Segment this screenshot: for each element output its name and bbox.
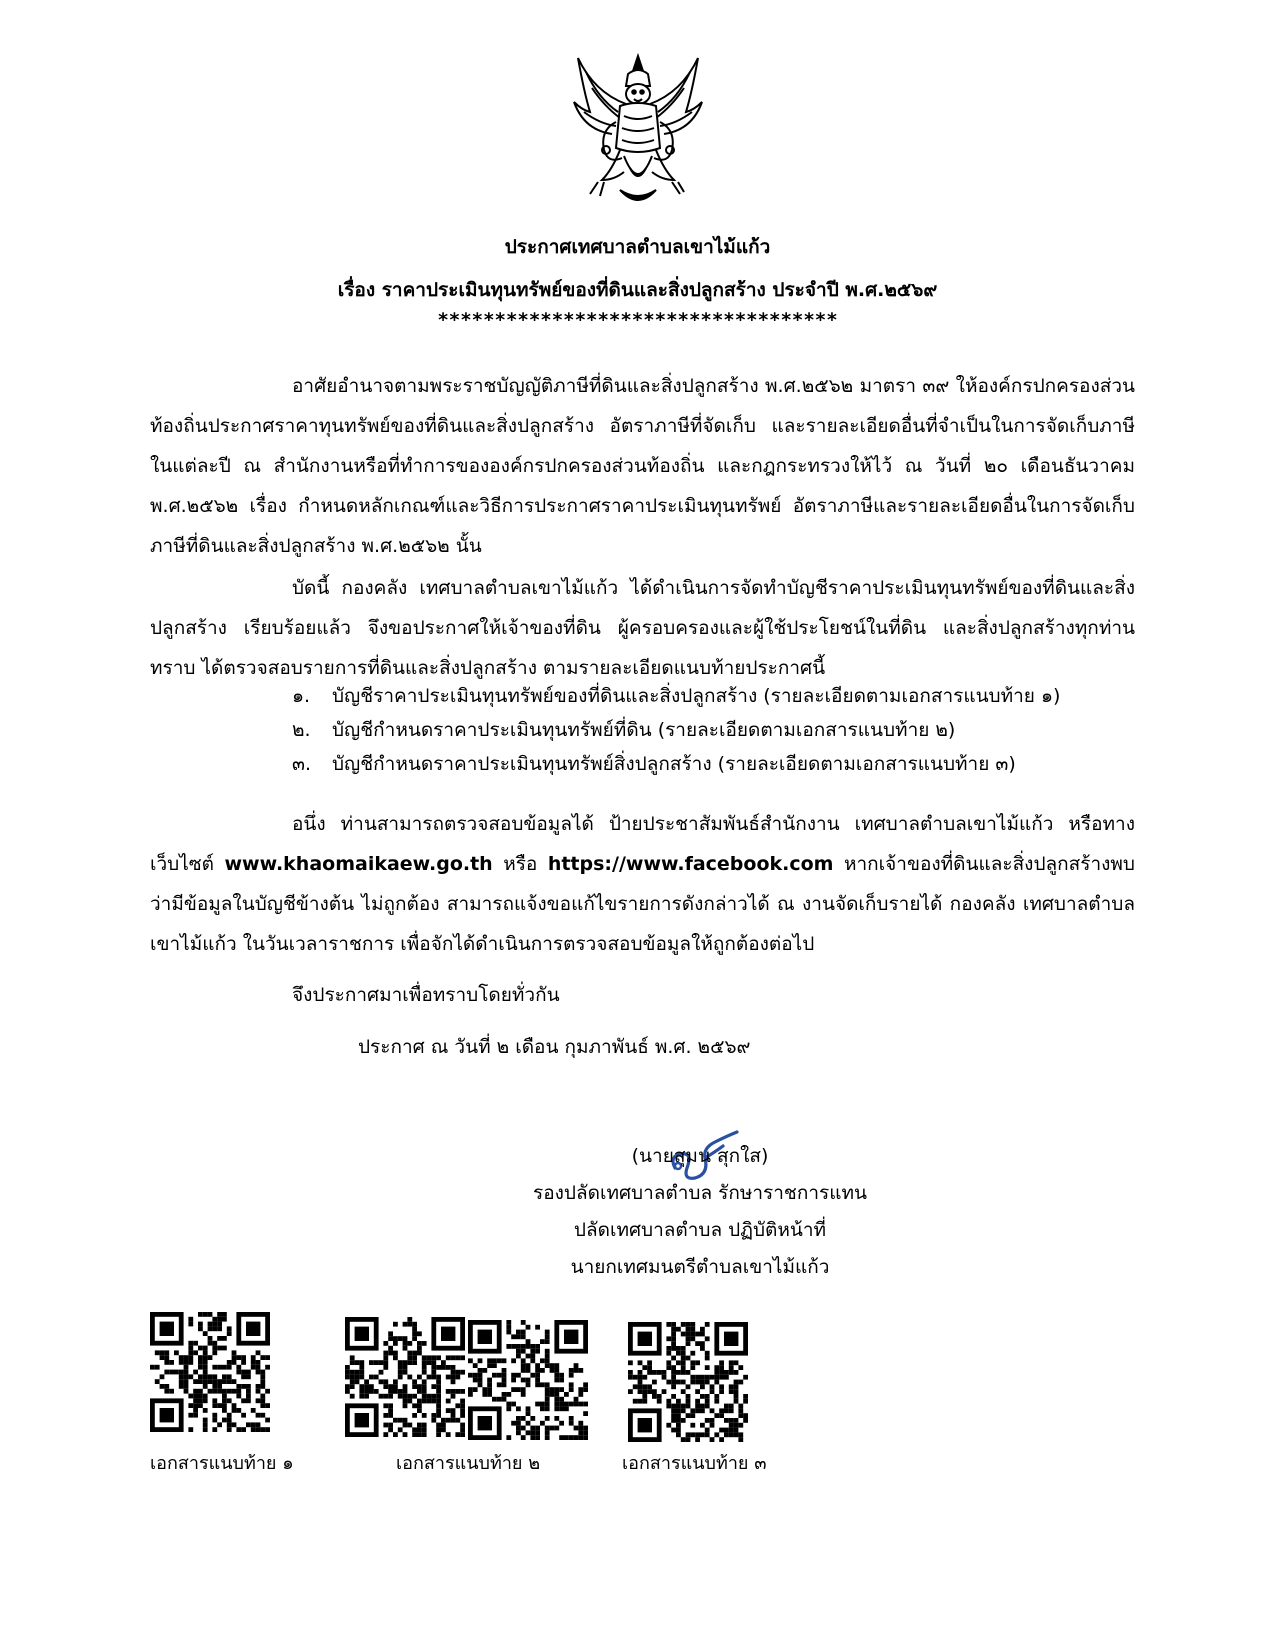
paragraph-announcement bbox=[150, 568, 1135, 688]
paragraph-verification-start: อนึ่ง ท่านสามารถตรวจสอบข้อมูลได้ ป้ายประชาสัมพันธ์สำนักงาน เทศบาลตำบลเขาไม้แก้ว หรือทางเว็บไซต์ bbox=[150, 813, 1135, 875]
facebook-link[interactable]: https://www.facebook.com bbox=[547, 853, 834, 875]
qr-code-icon[interactable] bbox=[628, 1322, 748, 1442]
announcement-title: ประกาศเทศบาลตำบลเขาไม้แก้ว bbox=[504, 236, 771, 258]
list-item bbox=[292, 744, 1016, 784]
signatory-name: (นายสุมน สุกใส) bbox=[631, 1145, 769, 1167]
attachment-label: เอกสารแนบท้าย ๑ bbox=[150, 1453, 294, 1474]
qr-code-icon[interactable] bbox=[468, 1320, 588, 1440]
qr-code-icon[interactable] bbox=[150, 1312, 270, 1432]
paragraph-announcement-text: บัดนี้ กองคลัง เทศบาลตำบลเขาไม้แก้ว ได้ดำเนินการจัดทำบัญชีราคาประเมินทุนทรัพย์ของที่ดินและสิ่งปลูกสร้าง เรียบร้อยแล้ว จึงขอประกาศให้เจ้าของที่ดิน ผู้ครอบครองและผู้ใช้ประโยชน์ในที่ดิน และสิ่งปลูกสร้างทุกท่านทราบ ได้ตรวจสอบรายการที่ดินและสิ่งปลูกสร้าง ตามรายละเอียดแนบท้ายประกาศนี้ bbox=[150, 577, 1135, 679]
list-item-number: ๑. bbox=[292, 685, 311, 707]
list-item-number: ๓. bbox=[292, 753, 312, 775]
list-item-number: ๒. bbox=[292, 719, 311, 741]
signatory-position: นายกเทศมนตรีตำบลเขาไม้แก้ว bbox=[570, 1256, 830, 1278]
attachment-label: เอกสารแนบท้าย ๒ bbox=[396, 1453, 541, 1474]
announcement-date: ประกาศ ณ วันที่ ๒ เดือน กุมภาพันธ์ พ.ศ. ๒๕๖๙ bbox=[358, 1036, 751, 1058]
attachment-label: เอกสารแนบท้าย ๓ bbox=[622, 1453, 767, 1474]
announcement-subject: เรื่อง ราคาประเมินทุนทรัพย์ของที่ดินและสิ่งปลูกสร้าง ประจำปี พ.ศ.๒๕๖๙ bbox=[337, 279, 938, 301]
list-item-text: บัญชีกำหนดราคาประเมินทุนทรัพย์สิ่งปลูกสร้าง (รายละเอียดตามเอกสารแนบท้าย ๓) bbox=[332, 753, 1016, 775]
list-item-text: บัญชีกำหนดราคาประเมินทุนทรัพย์ที่ดิน (รายละเอียดตามเอกสารแนบท้าย ๒) bbox=[332, 719, 956, 741]
or-text: หรือ bbox=[492, 853, 548, 875]
paragraph-authority-text: อาศัยอำนาจตามพระราชบัญญัติภาษีที่ดินและสิ่งปลูกสร้าง พ.ศ.๒๕๖๒ มาตรา ๓๙ ให้องค์กรปกครองส่วนท้องถิ่นประกาศราคาทุนทรัพย์ของที่ดินและสิ่งปลูกสร้าง อัตราภาษีที่จัดเก็บ และรายละเอียดอื่นที่จำเป็นในการจัดเก็บภาษีในแต่ละปี ณ สำนักงานหรือที่ทำการขององค์กรปกครองส่วนท้องถิ่น และกฎกระทรวงให้ไว้ ณ วันที่ ๒๐ เดือนธันวาคม พ.ศ.๒๕๖๒ เรื่อง กำหนดหลักเกณฑ์และวิธีการประกาศราคาประเมินทุนทรัพย์ อัตราภาษีและรายละเอียดอื่นในการจัดเก็บภาษีที่ดินและสิ่งปลูกสร้าง พ.ศ.๒๕๖๒ นั้น bbox=[150, 375, 1135, 557]
list-item-text: บัญชีราคาประเมินทุนทรัพย์ของที่ดินและสิ่งปลูกสร้าง (รายละเอียดตามเอกสารแนบท้าย ๑) bbox=[332, 685, 1061, 707]
paragraph-verification-end: หากเจ้าของที่ดินและสิ่งปลูกสร้างพบว่ามีข้อมูลในบัญชีข้างต้น ไม่ถูกต้อง สามารถแจ้งขอแก้ไขรายการดังกล่าวได้ ณ งานจัดเก็บรายได้ กองคลัง เทศบาลตำบลเขาไม้แก้ว ในวันเวลาราชการ เพื่อจักได้ดำเนินการตรวจสอบข้อมูลให้ถูกต้องต่อไป bbox=[150, 853, 1135, 955]
qr-code-icon[interactable] bbox=[345, 1317, 465, 1437]
garuda-emblem-icon bbox=[564, 52, 712, 212]
signatory-position: รองปลัดเทศบาลตำบล รักษาราชการแทน bbox=[533, 1182, 867, 1204]
website-link[interactable]: www.khaomaikaew.go.th bbox=[224, 853, 493, 875]
title-separator: *********************************** bbox=[437, 309, 838, 331]
signatory-position: ปลัดเทศบาลตำบล ปฏิบัติหน้าที่ bbox=[573, 1219, 827, 1241]
paragraph-verification bbox=[150, 804, 1135, 964]
closing-statement: จึงประกาศมาเพื่อทราบโดยทั่วกัน bbox=[292, 984, 560, 1006]
paragraph-authority bbox=[150, 366, 1135, 566]
